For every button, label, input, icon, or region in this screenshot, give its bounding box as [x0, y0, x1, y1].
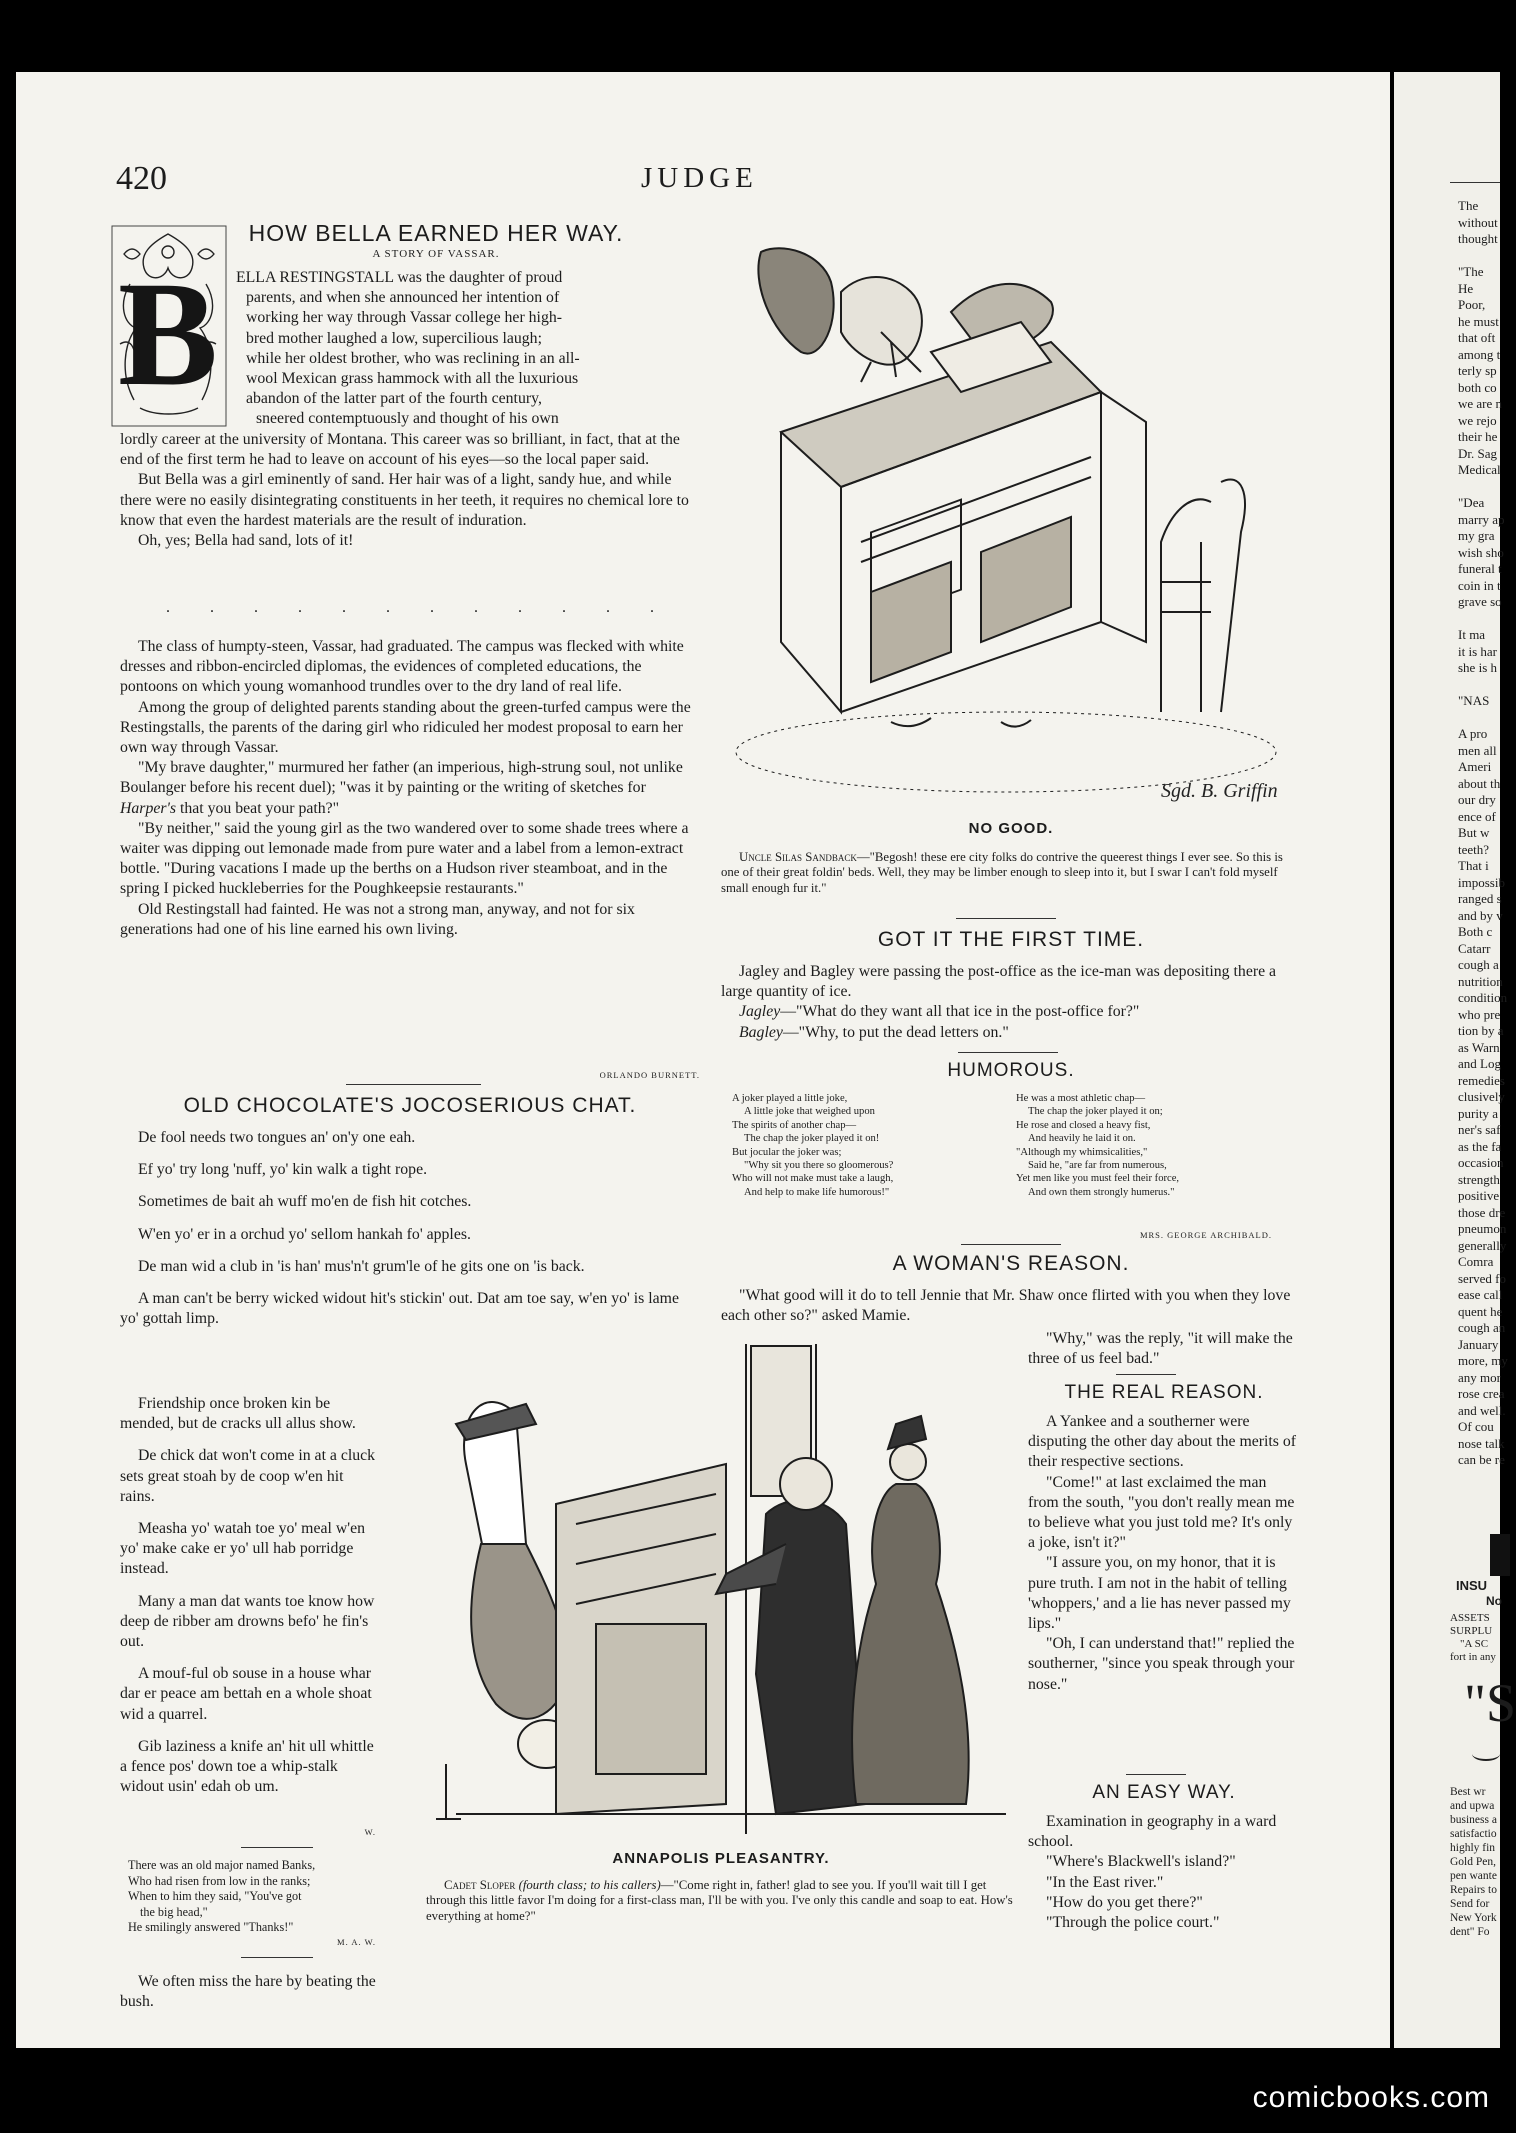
bella-subtitle: A STORY OF VASSAR. [372, 248, 500, 260]
ad-text-line: business a [1450, 1814, 1497, 1826]
facing-page-line: teeth? [1458, 841, 1490, 857]
verse-line: The spirits of another chap— [732, 1119, 857, 1131]
facing-page-line: ner's saf [1458, 1122, 1501, 1137]
bella-line: bred mother laughed a low, supercilious laugh; [246, 329, 542, 347]
facing-page-line: as Warn [1458, 1039, 1500, 1055]
limerick-line: There was an old major named Banks, [128, 1858, 316, 1872]
ornate-drop-cap-illustration [110, 224, 228, 428]
bella-paragraph: The class of humpty-steen, Vassar, had graduated. The campus was flecked with white dresses and ribbon-encircled diplomas, the evidences of completed educations, the pontoons on which young womanhood trundles over to the dry land of real life. [120, 638, 684, 696]
facing-page-line: Catarr [1458, 940, 1491, 956]
saying: De chick dat won't come in at a cluck sets great stoah by de coop w'en hit rains. [120, 1447, 376, 1505]
first-time-title: GOT IT THE FIRST TIME. [877, 928, 1145, 951]
facing-page-line: January [1458, 1336, 1499, 1352]
facing-page-line: "Dea [1458, 495, 1485, 510]
bella-line: parents, and when she announced her intention of [246, 289, 560, 307]
facing-page-line: A pro [1458, 726, 1488, 741]
verse-line: Who will not make must take a laugh, [732, 1173, 894, 1185]
facing-page-line: cough an [1458, 1320, 1506, 1335]
verse-line: The chap the joker played it on; [1028, 1106, 1163, 1118]
humorous-author: MRS. GEORGE ARCHIBALD. [1139, 1230, 1272, 1240]
saying: De fool needs two tongues an' on'y one eah. [138, 1129, 416, 1146]
facing-page-line: and well. [1458, 1402, 1506, 1418]
saying: Ef yo' try long 'nuff, yo' kin walk a tight rope. [138, 1161, 428, 1179]
watermark: comicbooks.com [1252, 2081, 1490, 2114]
facing-page-line: clusively [1458, 1089, 1505, 1104]
divider [956, 918, 1056, 919]
verse-line: "Although my whimsicalities," [1016, 1146, 1148, 1158]
bella-body-continued [120, 637, 700, 940]
limerick [128, 1858, 388, 1936]
facing-page-line: my gra [1458, 528, 1495, 543]
italic-title: Harper's [120, 799, 177, 817]
facing-page-line: Of cou [1458, 1419, 1494, 1434]
facing-page-line: coin in t [1458, 577, 1501, 593]
illustration-signature: Sgd. B. Griffin [1161, 780, 1278, 802]
facing-page-line: ence of [1458, 808, 1496, 824]
facing-page-line: we are n [1458, 396, 1503, 411]
real-reason-paragraph: "Come!" at last exclaimed the man from the south, "you don't really mean me to believe what you just told me? It's only a joke, isn't it?" [1028, 1473, 1295, 1552]
facing-page-line: "NAS [1458, 693, 1490, 708]
ad-text [1450, 1784, 1497, 1938]
facing-page-line: cough a [1458, 957, 1499, 972]
ad-text-line: Send for [1450, 1898, 1490, 1910]
facing-page-line: about th [1458, 775, 1501, 791]
facing-page-line: remedies [1458, 1072, 1505, 1088]
facing-page-line: served fo [1458, 1270, 1507, 1286]
facing-page-line: purity a [1458, 1105, 1499, 1121]
ad-text-line: satisfactio [1450, 1828, 1497, 1840]
verse-line: And help to make life humorous!" [744, 1186, 890, 1198]
annapolis-caption-title: ANNAPOLIS PLEASANTRY. [612, 1850, 830, 1867]
facing-page-line [1458, 677, 1508, 694]
facing-page-line: and Log [1458, 1056, 1501, 1071]
chocolate-signature: W. [364, 1827, 376, 1837]
verse-line: And heavily he laid it on. [1028, 1133, 1136, 1145]
facing-page-line: Dr. Sag [1458, 445, 1497, 461]
ad-large-quote: "S [1464, 1673, 1516, 1733]
facing-page-line: Comra [1458, 1254, 1494, 1269]
facing-page-line: The [1458, 198, 1479, 213]
facing-page-line: those dre [1458, 1204, 1506, 1220]
bella-line: ELLA RESTINGSTALL was the daughter of proud [236, 269, 563, 286]
facing-page-line: and by v [1458, 907, 1503, 923]
facing-page-line: Ameri [1458, 759, 1492, 774]
saying: De man wid a club in 'is han' mus'n't grum'le of he gits one on 'is back. [138, 1257, 585, 1275]
ad-line: ASSETS [1450, 1612, 1490, 1624]
facing-page-line [1458, 611, 1508, 628]
real-reason-title: THE REAL REASON. [1064, 1382, 1264, 1403]
hare-saying [120, 1972, 378, 2012]
ad-text-line: dent" Fo [1450, 1926, 1490, 1938]
ad-block-mark [1490, 1534, 1510, 1576]
chocolate-title: OLD CHOCOLATE'S JOCOSERIOUS CHAT. [183, 1094, 637, 1117]
womans-reason-reply: "Why," was the reply, "it will make the three of us feel bad." [1028, 1330, 1293, 1368]
facing-page-line [1458, 710, 1508, 727]
ad-line: SURPLU [1450, 1625, 1493, 1637]
limerick-signature: M. A. W. [337, 1937, 376, 1947]
facing-page-line: men all [1458, 742, 1497, 758]
facing-page-line: thought [1458, 231, 1498, 246]
chocolate-sayings-narrow [120, 1394, 382, 1809]
real-reason-paragraph: "I assure you, on my honor, that it is pure truth. I am not in the habit of telling 'whoppers,' and a lie has never passed my lips." [1028, 1554, 1291, 1633]
ad-text-line: Gold Pen, [1450, 1856, 1496, 1868]
first-time-line [721, 1023, 1301, 1043]
ad-line: "A SC [1460, 1638, 1489, 1650]
speaker-line: —"What do they want all that ice in the post-office for?" [780, 1003, 1140, 1021]
running-head: JUDGE [641, 162, 758, 194]
facing-page-line: Poor, [1458, 297, 1486, 312]
facing-page-line: quent he [1458, 1303, 1503, 1319]
womans-reason-body [721, 1286, 1301, 1326]
bella-line: abandon of the latter part of the fourth century, [246, 390, 542, 408]
divider [346, 1084, 481, 1085]
facing-page-line: rose crea [1458, 1386, 1505, 1401]
facing-page-line: grave so [1458, 594, 1502, 609]
verse-line: A little joke that weighed upon [744, 1106, 875, 1118]
bella-line: wool Mexican grass hammock with all the luxurious [246, 370, 579, 388]
facing-page-line: among t [1458, 346, 1501, 362]
quote-text: that you beat your path?" [176, 799, 340, 817]
facing-page-line: That i [1458, 858, 1489, 873]
ad-text-line: Best wr [1450, 1786, 1486, 1798]
bella-paragraph: But Bella was a girl eminently of sand. Her hair was of a light, sandy hue, and while there were no easily disintegrating constituents in her teeth, it requires no chemical lore to know that even the hardest materials are the result of induration. [120, 471, 689, 529]
facing-page-line: Both c [1458, 924, 1493, 939]
facing-page-line: as the fa [1458, 1138, 1502, 1154]
facing-page-line: terly sp [1458, 363, 1497, 378]
bella-paragraph: "By neither," said the young girl as the two wandered over to some shade trees where a waiter was dipping out lemonade made from pure water and a label from a lemon-extract bottle. "During vacations I made up the berths on a Hudson river steamboat, and in the spring I picked huckleberries for the Poughkeepsie restaurants." [120, 819, 689, 898]
hare-text: We often miss the hare by beating the bush. [120, 1973, 376, 2011]
caption-text [426, 1878, 1016, 1924]
easy-way-line: "Through the police court." [1046, 1914, 1220, 1932]
facing-page-line: tion by a [1458, 1023, 1504, 1038]
facing-page-line: generally [1458, 1237, 1507, 1253]
facing-page-line: without [1458, 214, 1498, 230]
divider [961, 1244, 1061, 1245]
divider [958, 1052, 1058, 1053]
facing-page-text [1458, 198, 1508, 1469]
facing-page-line: marry ap [1458, 511, 1505, 527]
bella-line: while her oldest brother, who was reclining in an all- [246, 349, 580, 367]
verse-line: A joker played a little joke, [732, 1093, 848, 1104]
saying: A man can't be berry wicked widout hit's stickin' out. Dat am toe say, w'en yo' is lame yo' gottah limp. [120, 1290, 679, 1328]
facing-page-line: Medical [1458, 462, 1501, 477]
first-time-line [721, 1002, 1301, 1022]
caption-speaker: Cadet Sloper [444, 1878, 516, 1892]
verse-line: "Why sit you there so gloomerous? [744, 1160, 894, 1172]
speaker-line: —"Why, to put the dead letters on." [782, 1023, 1009, 1041]
facing-page-line: our dry [1458, 792, 1496, 807]
verse-line: He was a most athletic chap— [1016, 1093, 1146, 1104]
saying: Gib laziness a knife an' hit ull whittle a fence pos' down toe a whip-stalk widout usin' edah ob um. [120, 1737, 374, 1796]
facing-page-line: positive [1458, 1188, 1500, 1203]
annapolis-illustration [426, 1344, 1016, 1844]
facing-page-line: who pre [1458, 1006, 1501, 1022]
facing-page-line: that oft [1458, 330, 1496, 345]
facing-page-line: It ma [1458, 627, 1486, 642]
verse-line: The chap the joker played it on! [744, 1133, 880, 1145]
facing-page-line: strength [1458, 1171, 1500, 1187]
bella-opening-lines [236, 268, 700, 430]
divider [241, 1847, 313, 1848]
facing-page-line: we rejo [1458, 412, 1497, 428]
real-reason-paragraph: A Yankee and a southerner were disputing the other day about the merits of their respective sections. [1028, 1413, 1297, 1471]
facing-page-line: their he [1458, 429, 1498, 444]
easy-way-body [1028, 1812, 1300, 1933]
facing-page-line: wish sho [1458, 544, 1504, 560]
ad-heading: No [1486, 1594, 1502, 1608]
speaker-name: Bagley [739, 1023, 783, 1041]
facing-page-line: He [1458, 280, 1474, 296]
bella-paragraph: lordly career at the university of Montana. This career was so brilliant, in fact, that at the end of the first term he had to leave on account of his eyes—so the local paper said. [120, 431, 680, 469]
divider [1116, 1374, 1176, 1375]
real-reason-paragraph: "Oh, I can understand that!" replied the southerner, "since you speak through your nose." [1028, 1635, 1295, 1693]
womans-reason-text: "What good will it do to tell Jennie that Mr. Shaw once flirted with you when they love each other so?" asked Mamie. [721, 1287, 1291, 1325]
bella-line: working her way through Vassar college her high- [246, 309, 562, 327]
humorous-verse-left [732, 1092, 1002, 1199]
chocolate-sayings-wide [120, 1128, 700, 1335]
saying: W'en yo' er in a orchud yo' sellom hankah fo' apples. [138, 1225, 471, 1243]
womans-reason-reply-block [1028, 1329, 1300, 1369]
bella-line: sneered contemptuously and thought of his own [256, 410, 559, 428]
facing-page-line [1458, 479, 1508, 496]
facing-page-line: nutrition [1458, 973, 1503, 989]
ad-text-line: highly fin [1450, 1842, 1496, 1854]
easy-way-title: AN EASY WAY. [1092, 1782, 1236, 1803]
bella-paragraph: Old Restingstall had fainted. He was not a strong man, anyway, and not for six generations had one of his line earned his own living. [120, 900, 635, 938]
ad-heading: INSU [1456, 1578, 1488, 1593]
ad-text-line: New York [1450, 1912, 1497, 1924]
divider [1450, 182, 1500, 183]
divider [241, 1957, 313, 1958]
saying: Sometimes de bait ah wuff mo'en de fish hit cotches. [138, 1193, 472, 1211]
bella-body [120, 430, 700, 551]
caption-quote: —"Come right in, father! glad to see you. If you'll wait till I get through this little favor I'm doing for a first-class man, I'll be with you. I've only this candle and soap to eat. How's everything at home?" [426, 1878, 1013, 1923]
section-break-dots: . . . . . . . . . . . . [166, 599, 672, 616]
humorous-title: HUMOROUS. [947, 1060, 1075, 1081]
facing-page-line: pneumon [1458, 1221, 1507, 1236]
facing-page-line: ranged s [1458, 891, 1502, 906]
easy-way-line: "In the East river." [1046, 1873, 1164, 1891]
facing-page-line: she is h [1458, 660, 1497, 675]
first-time-intro: Jagley and Bagley were passing the post-office as the ice-man was depositing there a large quantity of ice. [721, 963, 1277, 1001]
facing-page-line: it is har [1458, 643, 1497, 659]
bella-author: ORLANDO BURNETT. [599, 1070, 700, 1080]
real-reason-body [1028, 1412, 1300, 1695]
facing-page-line: ease call [1458, 1287, 1503, 1302]
bella-paragraph: Among the group of delighted parents standing about the green-turfed campus were the Restingstalls, the parents of the daring girl who ridiculed her modest proposal to earn her own way through Vassar. [120, 698, 691, 757]
limerick-line: the big head," [140, 1904, 208, 1919]
caption-speaker: Uncle Silas Sandback [739, 850, 857, 864]
facing-page-line: "The [1458, 264, 1484, 279]
bella-paragraph: Oh, yes; Bella had sand, lots of it! [138, 532, 354, 550]
saying: Measha yo' watah toe yo' meal w'en yo' make cake er yo' ull hab porridge instead. [120, 1520, 365, 1578]
verse-line: Yet men like you must feel their force, [1016, 1173, 1180, 1185]
ad-text-line: and upwa [1450, 1800, 1495, 1812]
facing-page-line: more, my [1458, 1353, 1508, 1368]
limerick-line: When to him they said, "You've got [128, 1889, 302, 1903]
verse-line: And own them strongly humerus." [1028, 1186, 1175, 1198]
verse-line: Said he, "are far from numerous, [1028, 1160, 1167, 1172]
quote-text: "My brave daughter," murmured her father (an imperious, high-strung soul, not unlike Boulanger before his recent duel); "was it by painting or the writing of sketches for [120, 759, 683, 797]
first-time-body [721, 962, 1301, 1043]
speaker-name: Jagley [739, 1003, 781, 1021]
ad-text-line: Repairs to [1450, 1884, 1497, 1896]
easy-way-line: "How do you get there?" [1046, 1893, 1203, 1911]
caption-quote: —"Begosh! these ere city folks do contrive the queerest things I ever see. So this is one of their great foldin' beds. Well, they may be limber enough to sleep into it, but I swar I can't fold myself small enough fur it." [721, 850, 1283, 895]
womans-reason-title: A WOMAN'S REASON. [892, 1252, 1130, 1275]
saying: A mouf-ful ob souse in a house whar dar er peace am bettah en a whole shoat wid a quarrel. [120, 1665, 372, 1723]
easy-way-line: Examination in geography in a ward school. [1028, 1813, 1277, 1851]
page-gutter [1390, 72, 1394, 2048]
ad-line: fort in any [1450, 1651, 1496, 1663]
facing-page-line: condition [1458, 990, 1508, 1005]
facing-page-line: both co [1458, 379, 1497, 395]
facing-page-line: nose talk [1458, 1435, 1505, 1451]
facing-page-line: can be re [1458, 1452, 1505, 1467]
facing-page-line: But w [1458, 825, 1490, 840]
humorous-verse-right [1016, 1092, 1286, 1199]
verse-line: But jocular the joker was; [732, 1146, 842, 1158]
no-good-caption-title: NO GOOD. [968, 820, 1054, 837]
limerick-line: He smilingly answered "Thanks!" [128, 1920, 294, 1934]
bella-paragraph [120, 758, 700, 819]
caption-text [721, 850, 1287, 896]
facing-page-line: any mor [1458, 1369, 1501, 1385]
caption-stage-direction: (fourth class; to his callers) [518, 1878, 661, 1892]
easy-way-line: "Where's Blackwell's island?" [1046, 1853, 1236, 1871]
bella-title: HOW BELLA EARNED HER WAY. [248, 220, 624, 246]
ad-text-line: pen wante [1450, 1870, 1497, 1882]
saying: Friendship once broken kin be mended, but de cracks ull allus show. [120, 1395, 356, 1433]
magazine-page [16, 72, 1391, 2048]
verse-line: He rose and closed a heavy fist, [1016, 1119, 1151, 1131]
drop-cap-letter: B [117, 251, 219, 417]
limerick-line: Who had risen from low in the ranks; [128, 1873, 311, 1888]
facing-page-line: he must [1458, 313, 1499, 329]
pen-icon [1472, 1747, 1500, 1761]
divider [1126, 1774, 1186, 1775]
facing-page-line: funeral t [1458, 561, 1502, 576]
saying: Many a man dat wants toe know how deep de ribber am drowns befo' he fin's out. [120, 1592, 375, 1651]
no-good-caption [721, 850, 1287, 896]
facing-page-line: impossib [1458, 874, 1505, 890]
page-number: 420 [116, 160, 167, 197]
folding-bed-illustration [721, 242, 1291, 817]
facing-page-line [1458, 248, 1508, 265]
facing-page-line: occasion [1458, 1155, 1504, 1170]
facing-page-fragment [1394, 72, 1516, 2048]
annapolis-caption [426, 1878, 1016, 1924]
